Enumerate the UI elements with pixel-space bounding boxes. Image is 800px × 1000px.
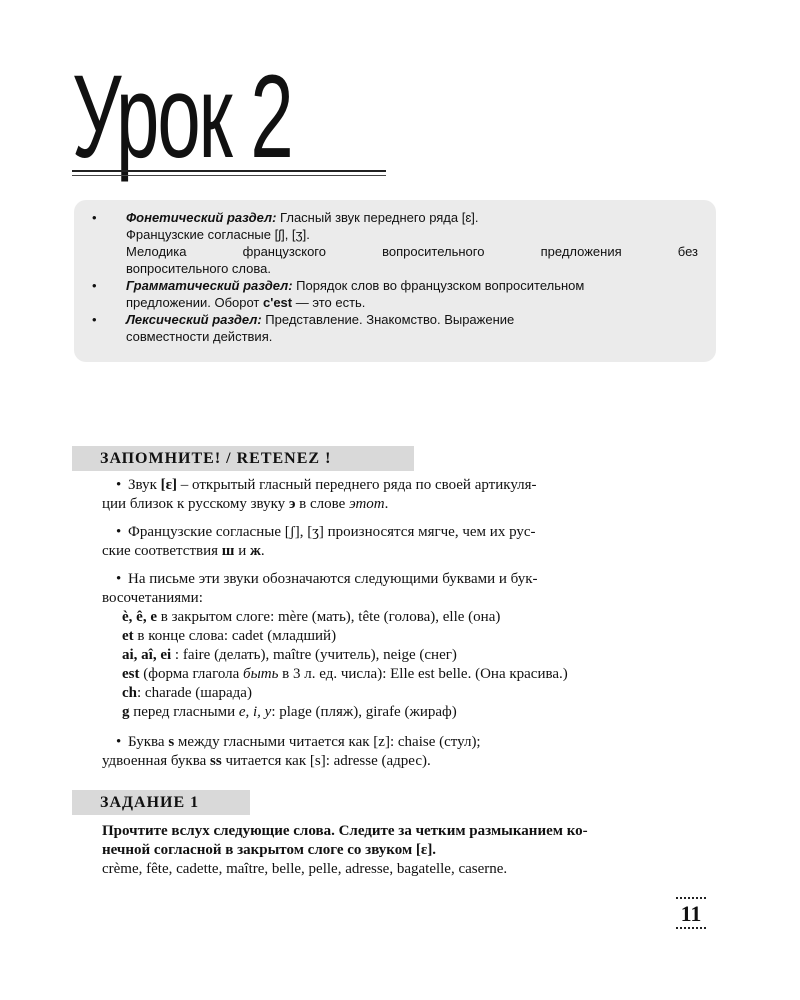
title-underline (72, 170, 386, 176)
text: удвоенная буква (102, 753, 211, 769)
letter: ш (221, 543, 235, 559)
summary-text: Гласный звук переднего ряда [ɛ]. (276, 210, 479, 225)
retenez-section (102, 476, 702, 771)
letter: s (168, 734, 175, 750)
exercise-words: crème, fête, cadette, maître, belle, pelle, adresse, bagatelle, caserne. (102, 861, 508, 877)
text: восочетаниями: (102, 590, 203, 606)
rule-paragraph (102, 570, 702, 608)
summary-text: Представление. Знакомство. Выражение (261, 312, 515, 327)
summary-line: вопросительного слова. (126, 261, 271, 276)
example-text: (форма глагола (139, 666, 244, 682)
summary-list (74, 209, 698, 345)
bullet: • (92, 210, 97, 225)
summary-line: Мелодика французского вопросительного предложения без (126, 244, 698, 259)
spelling-key: est (122, 666, 140, 682)
summary-text: предложении. Оборот (126, 295, 263, 310)
text: Французские согласные [ʃ], [ʒ] произносятся мягче, чем их рус- (128, 524, 536, 540)
example-text: : charade (шарада) (137, 685, 252, 701)
spelling-key: ai, aî, ei (122, 647, 172, 663)
instruction-line: Прочтите вслух следующие слова. Следите за четким размыканием ко- (102, 823, 588, 839)
summary-text: Порядок слов во французском вопросительном (292, 278, 585, 293)
summary-text: совместности действия. (126, 329, 273, 344)
bullet: • (116, 477, 122, 493)
summary-item-lexicon (74, 311, 698, 345)
spelling-key: g (122, 704, 130, 720)
example-text: в конце слова: cadet (младший) (133, 628, 337, 644)
example-line (122, 608, 702, 627)
spelling-key: ch (122, 685, 137, 701)
spelling-key: è, ê, e (122, 609, 157, 625)
example-line (122, 646, 702, 665)
example-text: в 3 л. ед. числа): Elle est belle. (Она красива.) (278, 666, 568, 682)
example-line (122, 684, 702, 703)
page-number-dots-top (676, 897, 706, 899)
instruction-line: нечной согласной в закрытом слоге со звуком [ɛ]. (102, 842, 437, 858)
bullet: • (116, 734, 122, 750)
letter: э (288, 496, 296, 512)
page-number-dots-bottom (676, 927, 706, 929)
lesson-summary-box (74, 200, 716, 362)
text: ции близок к русскому звуку (102, 496, 289, 512)
text: ские соответствия (102, 543, 222, 559)
example-text: : faire (делать), maître (учитель), neige (снег) (171, 647, 457, 663)
bullet: • (92, 312, 97, 327)
bullet: • (92, 278, 97, 293)
page-number: 11 (680, 901, 702, 926)
text: . (260, 543, 265, 559)
example-text: в закрытом слоге: mère (мать), tête (голова), elle (она) (156, 609, 501, 625)
example-text: перед гласными (129, 704, 239, 720)
example-text: : plage (пляж), girafe (жираф) (271, 704, 457, 720)
text: и (234, 543, 250, 559)
rule-paragraph (102, 523, 702, 561)
text: . (384, 496, 389, 512)
lesson-title: Урок 2 (72, 51, 292, 183)
exercise-instruction (102, 822, 702, 860)
summary-term: c'est (263, 295, 293, 310)
bullet: • (116, 524, 122, 540)
phoneme: [ɛ] (160, 477, 178, 493)
summary-label: Грамматический раздел: (126, 278, 293, 293)
exercise-header: ЗАДАНИЕ 1 (72, 790, 250, 815)
example-italic: быть (243, 666, 279, 682)
summary-item-phonetics (74, 209, 698, 277)
summary-label: Лексический раздел: (126, 312, 262, 327)
exercise-section (102, 822, 702, 879)
text: – открытый гласный переднего ряда по своей артикуля- (177, 477, 537, 493)
text: читается как [s]: adresse (адрес). (221, 753, 431, 769)
rule-paragraph (102, 476, 702, 514)
spelling-key: et (122, 628, 134, 644)
text: На письме эти звуки обозначаются следующими буквами и бук- (128, 571, 538, 587)
retenez-header: ЗАПОМНИТЕ! / RETENEZ ! (72, 446, 414, 471)
text: между гласными читается как [z]: chaise (стул); (174, 734, 481, 750)
example-line (122, 703, 702, 722)
letter: ss (210, 753, 222, 769)
letter: ж (249, 543, 261, 559)
spelling-examples (102, 608, 702, 722)
example-line (122, 627, 702, 646)
summary-line: Французские согласные [ʃ], [ʒ]. (126, 227, 310, 242)
summary-item-grammar (74, 277, 698, 311)
text: Звук (128, 477, 161, 493)
bullet: • (116, 571, 122, 587)
summary-text: — это есть. (292, 295, 366, 310)
summary-label: Фонетический раздел: (126, 210, 277, 225)
example-word: этот (349, 496, 385, 512)
example-italic: e, i, y (238, 704, 272, 720)
rule-paragraph (102, 733, 702, 771)
text: Буква (128, 734, 169, 750)
text: в слове (295, 496, 350, 512)
example-line (122, 665, 702, 684)
